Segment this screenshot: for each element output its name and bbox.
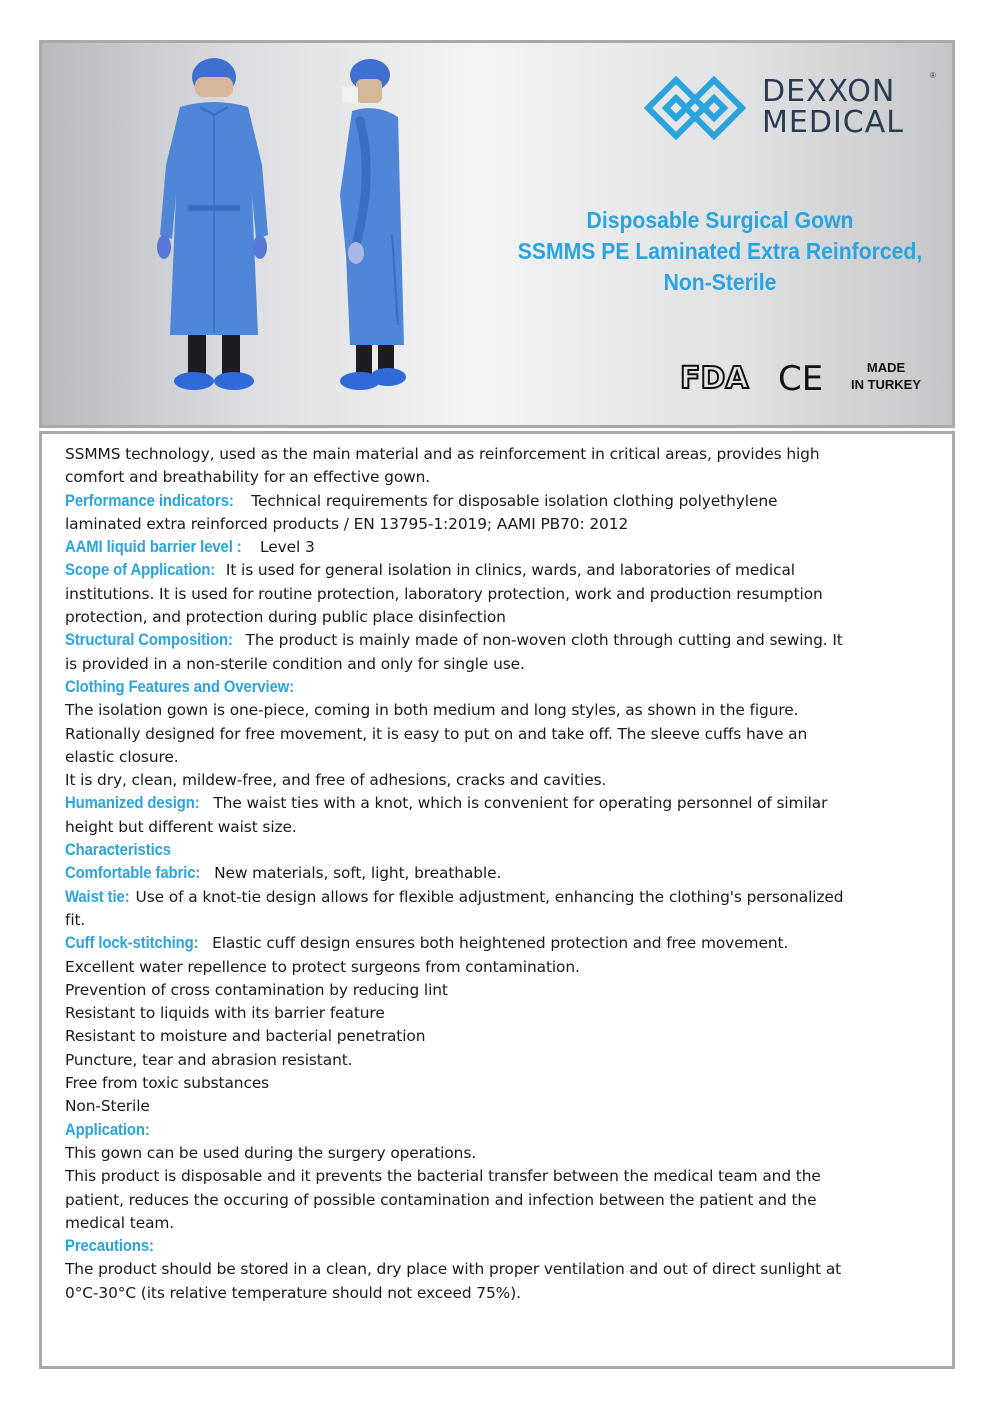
waist-paragraph	[65, 886, 855, 933]
comfortable-paragraph	[65, 862, 855, 885]
title-line2: SSMMS PE Laminated Extra Reinforced,	[517, 238, 923, 264]
feature-line: Free from toxic substances	[65, 1074, 270, 1093]
clothing-label: Clothing Features and Overview:	[65, 677, 295, 696]
scope-paragraph	[65, 559, 855, 629]
performance-paragraph	[65, 490, 855, 537]
ce-text: CE	[778, 361, 824, 393]
intro-text: SSMMS technology, used as the main material and as reinforcement in critical areas, provides high comfort and breathability for an effective gown.	[65, 445, 820, 487]
comfortable-text: New materials, soft, light, breathable.	[209, 864, 502, 883]
feature-line: Excellent water repellence to protect surgeons from contamination.	[65, 957, 580, 976]
precautions-label: Precautions:	[65, 1237, 154, 1256]
made-in-turkey	[840, 359, 932, 393]
product-description	[65, 443, 855, 1305]
characteristics-label: Characteristics	[65, 841, 171, 860]
performance-label: Performance indicators:	[65, 491, 234, 510]
cuff-label: Cuff lock-stitching:	[65, 934, 199, 953]
performance-text: Technical requirements for disposable isolation clothing polyethylene laminated extra reinforced products / EN 13795-1:2019; AAMI PB70: 2012	[65, 491, 778, 533]
ce-mark-icon	[778, 361, 836, 393]
title-line1: Disposable Surgical Gown	[586, 207, 854, 233]
feature-line: Prevention of cross contamination by reducing lint	[65, 980, 448, 999]
feature-line: Puncture, tear and abrasion resistant.	[65, 1050, 353, 1069]
fda-logo-icon	[680, 361, 762, 391]
made-line1: MADE	[866, 360, 906, 375]
cuff-text: Elastic cuff design ensures both heightened protection and free movement.	[207, 934, 789, 953]
brand-name-line1: DEXXON	[762, 74, 896, 109]
title-line3: Non-Sterile	[663, 269, 777, 295]
structural-text: The product is mainly made of non-woven cloth through cutting and sewing. It is provided in a non-sterile condition and only for single use.	[65, 631, 843, 673]
brand-name	[762, 76, 904, 138]
waist-text: Use of a knot-tie design allows for flexible adjustment, enhancing the clothing's personalized fit.	[65, 887, 844, 929]
brand-name-line2: MEDICAL	[762, 105, 904, 140]
clothing-line: Rationally designed for free movement, it is easy to put on and take off. The sleeve cuffs have an elastic closure.	[65, 724, 808, 766]
product-title	[490, 205, 950, 298]
structural-paragraph	[65, 629, 855, 676]
clothing-line: It is dry, clean, mildew-free, and free of adhesions, cracks and cavities.	[65, 771, 607, 790]
scope-text: It is used for general isolation in clinics, wards, and laboratories of medical institutions. It is used for routine protection, laboratory protection, work and production resumption protection, and protection during public place disinfection	[65, 561, 823, 627]
precautions-heading	[65, 1235, 855, 1258]
registered-mark: ®	[930, 71, 936, 80]
feature-line: Resistant to moisture and bacterial penetration	[65, 1027, 426, 1046]
made-line2: IN TURKEY	[850, 377, 922, 392]
fda-text: FDA	[680, 361, 749, 391]
brand-logo	[640, 68, 940, 148]
brand-mark-icon	[640, 72, 750, 144]
application-line: This product is disposable and it prevents the bacterial transfer between the medical team and the patient, reduces the occuring of possible contamination and infection between the patient and the medical team.	[65, 1167, 821, 1232]
clothing-heading	[65, 676, 855, 699]
precautions-text: The product should be stored in a clean, dry place with proper ventilation and out of direct sunlight at 0°C-30°C (its relative temperature should not exceed 75%).	[65, 1260, 842, 1302]
aami-label: AAMI liquid barrier level :	[65, 538, 242, 557]
clothing-line: The isolation gown is one-piece, coming in both medium and long styles, as shown in the figure.	[65, 701, 799, 720]
feature-line: Non-Sterile	[65, 1097, 150, 1116]
humanized-label: Humanized design:	[65, 794, 200, 813]
comfortable-label: Comfortable fabric:	[65, 864, 201, 883]
feature-line: Resistant to liquids with its barrier feature	[65, 1004, 385, 1023]
application-line: This gown can be used during the surgery operations.	[65, 1143, 477, 1162]
gown-front-view-image	[140, 55, 280, 400]
application-label: Application:	[65, 1120, 150, 1139]
aami-paragraph	[65, 536, 855, 559]
characteristics-heading	[65, 839, 855, 862]
humanized-text: The waist ties with a knot, which is convenient for operating personnel of similar height but different waist size.	[65, 794, 828, 836]
structural-label: Structural Composition:	[65, 631, 233, 650]
scope-label: Scope of Application:	[65, 561, 216, 580]
certifications	[680, 357, 940, 397]
waist-label: Waist tie:	[65, 887, 130, 906]
humanized-paragraph	[65, 792, 855, 839]
cuff-paragraph	[65, 932, 855, 955]
application-heading	[65, 1119, 855, 1142]
gown-side-view-image	[320, 55, 430, 400]
aami-text: Level 3	[255, 538, 315, 557]
